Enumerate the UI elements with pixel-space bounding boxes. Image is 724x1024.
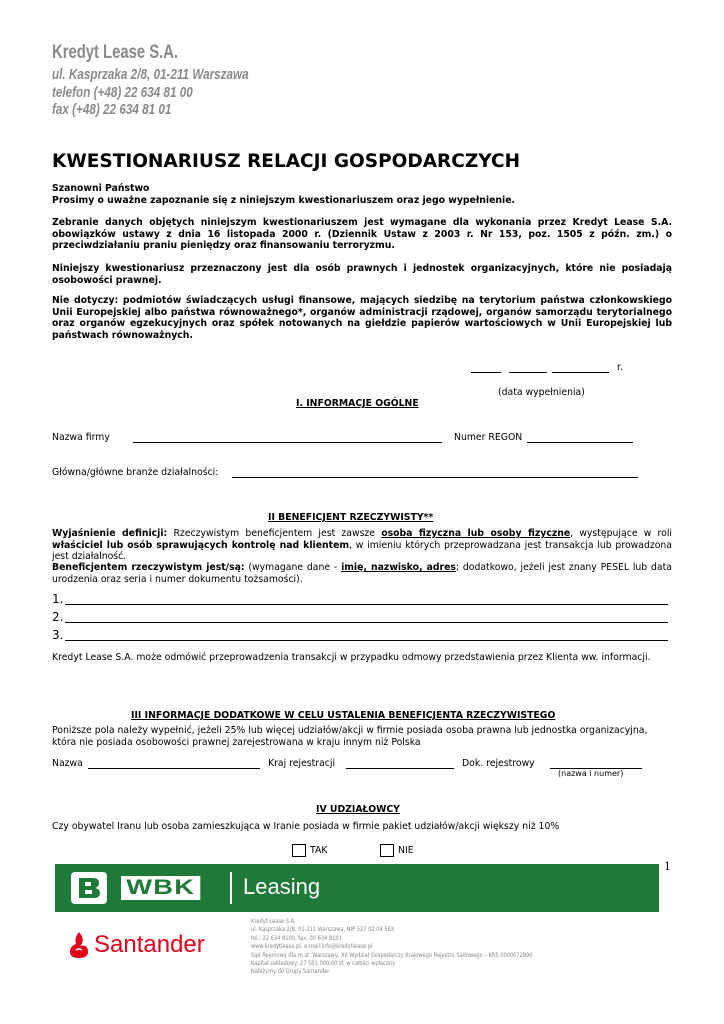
footer-line: Sąd Rejonowy dla m.st. Warszawy, XII Wydział Gospodarczy Krajowego Rejestru Sądowego – KRS 0000072890: [251, 951, 533, 959]
page-title: KWESTIONARIUSZ RELACJI GOSPODARCZYCH: [52, 151, 521, 172]
section-2-heading: II BENEFICJENT RZECZYWISTY**: [268, 512, 434, 523]
company-phone: telefon (+48) 22 634 81 00: [52, 84, 193, 101]
no-checkbox[interactable]: [380, 844, 394, 857]
regon-label: Numer REGON: [454, 432, 523, 443]
leasing-label: Leasing: [243, 874, 321, 899]
country-label: Kraj rejestracji: [268, 758, 336, 769]
definition-text: Wyjaśnienie definicji: Rzeczywistym beneficjentem jest zawsze osoba fizyczna lub osoby fizyczne, występujące w roli właściciel lub osób sprawujących kontrolę nad klientem, w imieniu których przeprowadzana jest transakcja lub prowadzona jest działalność.: [52, 528, 672, 562]
foreign-name-field[interactable]: [88, 768, 260, 769]
page-number: 1: [664, 858, 671, 873]
footer-banner: [55, 864, 659, 912]
footer-line: www.kredytlease.pl, e-mail:info@kredytlease.pl: [251, 943, 373, 951]
no-option[interactable]: NIE: [380, 844, 414, 857]
santander-wordmark: Santander: [94, 931, 205, 958]
footer-company-info: [251, 918, 533, 977]
legal-text: Zebranie danych objętych niniejszym kwestionariuszem jest wymagane dla wykonania przez Kredyt Lease S.A. obowiązków ustawy z dnia 16 listopada 2000 r. (Dziennik Ustaw z 2003 r. Nr 153, poz. 1505 z późn. zm.) o przeciwdziałaniu praniu pieniędzy oraz finansowaniu terroryzmu.: [52, 217, 672, 251]
banner-divider: [230, 872, 232, 904]
purpose-text: Niniejszy kwestionariusz przeznaczony jest dla osób prawnych i jednostek organizacyjnych, które nie posiadają osobowości prawnej.: [52, 263, 672, 286]
section-1-heading: I. INFORMACJE OGÓLNE: [296, 398, 419, 409]
beneficiary-row-2[interactable]: 2.: [52, 610, 668, 624]
refusal-note: Kredyt Lease S.A. może odmówić przeprowadzenia transakcji w przypadku odmowy przedstawienia przez Klienta ww. informacji.: [52, 652, 651, 663]
company-fax: fax (+48) 22 634 81 01: [52, 101, 172, 118]
section-3-heading: III INFORMACJE DODATKOWE W CELU USTALENIA BENEFICJENTA RZECZYWISTEGO: [131, 710, 556, 721]
company-name-label: Nazwa firmy: [52, 432, 110, 443]
greeting: Szanowni Państwo: [52, 183, 150, 194]
section-3-intro: Poniższe pola należy wypełnić, jeżeli 25% lub więcej udziałów/akcji w firmie posiada osoba prawna lub jednostka organizacyjna, która nie posiada osobowości prawnej zarejestrowana w kraju innym niż Polska: [52, 725, 648, 748]
request-text: Prosimy o uważne zapoznanie się z niniejszym kwestionariuszem oraz jego wypełnienie.: [52, 194, 516, 206]
wbk-brand: WBK: [121, 876, 201, 900]
country-field[interactable]: [346, 768, 454, 769]
date-year-line[interactable]: [552, 372, 609, 373]
yes-option[interactable]: TAK: [292, 844, 327, 857]
company-name: Kredyt Lease S.A.: [52, 42, 179, 63]
iran-question: Czy obywatel Iranu lub osoba zamieszkująca w Iranie posiada w firmie pakiet udziałów/akcji większy niż 10%: [52, 821, 560, 832]
industry-label: Główna/główne branże działalności:: [52, 467, 219, 478]
date-suffix: r.: [617, 362, 623, 373]
footer-line: tel.: 22 634 8100, fax: 00 634 8101: [251, 934, 342, 942]
footer-line: Kapitał zakładowy: 27 501 000,00 zł, w całości wpłacony: [251, 960, 396, 968]
footer-line: Należymy do Grupy Santander: [251, 968, 330, 976]
beneficiary-row-3[interactable]: 3.: [52, 628, 668, 642]
beneficiary-row-1[interactable]: 1.: [52, 592, 668, 606]
registry-doc-label: Dok. rejestrowy: [462, 758, 535, 769]
intro-block: [52, 183, 672, 206]
foreign-name-label: Nazwa: [52, 758, 83, 769]
regon-field[interactable]: [527, 442, 633, 443]
date-day-line[interactable]: [471, 372, 501, 373]
footer-line: ul. Kasprzaka 2/8, 01-211 Warszawa, NIP 527 02 04 583: [251, 926, 395, 934]
section-4-heading: IV UDZIAŁOWCY: [316, 804, 400, 815]
company-name-field[interactable]: [133, 442, 442, 443]
industry-field[interactable]: [232, 477, 638, 478]
company-address: ul. Kasprzaka 2/8, 01-211 Warszawa: [52, 66, 249, 83]
date-label: (data wypełnienia): [498, 387, 585, 398]
bz-logo-icon: [71, 872, 107, 904]
registry-doc-hint: (nazwa i numer): [558, 769, 624, 778]
beneficiary-text: Beneficjentem rzeczywistym jest/są: (wymagane dane - imię, nazwisko, adres; dodatkowo, jeżeli jest znany PESEL lub data urodzenia oraz seria i numer dokumentu tożsamości).: [52, 562, 672, 585]
yes-checkbox[interactable]: [292, 844, 306, 857]
date-month-line[interactable]: [509, 372, 547, 373]
santander-flame-icon: [66, 930, 92, 960]
exclusion-text: Nie dotyczy: podmiotów świadczących usługi finansowe, mających siedzibę na terytorium państwa członkowskiego Unii Europejskiej albo państwa równoważnego*, organów administracji rządowej, organów samorządu terytorialnego oraz organów egzekucyjnych oraz spółek notowanych na giełdzie papierów wartościowych w Unii Europejskiej lub państwach równoważnych.: [52, 295, 672, 341]
footer-line: Kredyt Lease S.A.: [251, 918, 296, 925]
